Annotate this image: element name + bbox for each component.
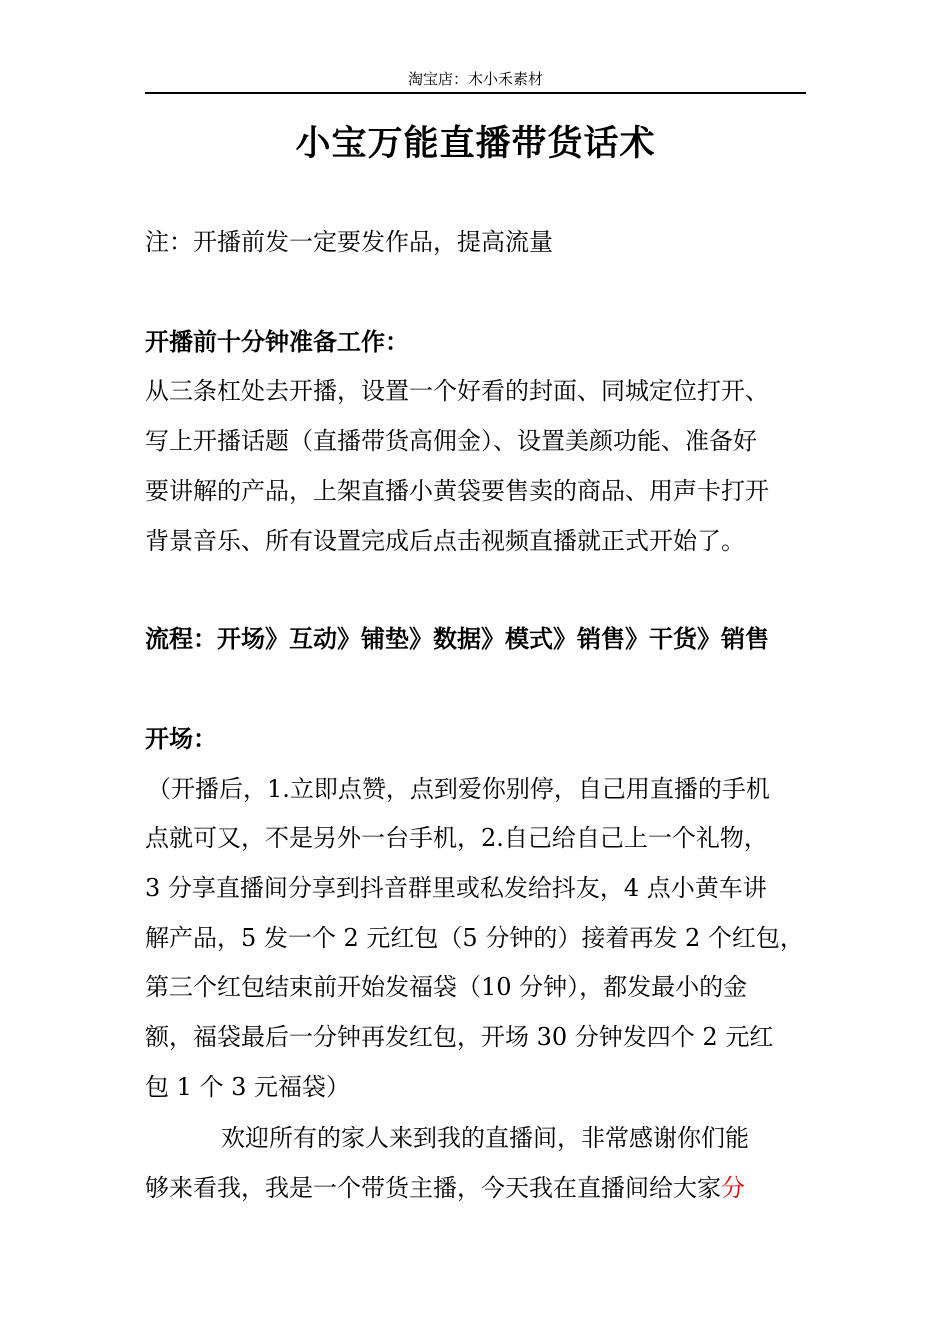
- opening-line: 额，福袋最后一分钟再发红包，开场 30 分钟发四个 2 元红: [145, 1023, 774, 1051]
- opening-line: 点就可又，不是另外一台手机，2.自己给自己上一个礼物，: [145, 824, 768, 852]
- header-divider: [145, 92, 806, 94]
- welcome-text: 够来看我，我是一个带货主播，今天我在直播间给大家: [145, 1174, 721, 1202]
- page-header-shop: 淘宝店：木小禾素材: [407, 70, 543, 88]
- document-title: 小宝万能直播带货话术: [295, 123, 656, 164]
- opening-line: 第三个红包结束前开始发福袋（10 分钟），都发最小的金: [145, 973, 748, 1001]
- prep-line: 背景音乐、所有设置完成后点击视频直播就正式开始了。: [145, 527, 745, 555]
- prep-line: 写上开播话题（直播带货高佣金）、设置美颜功能、准备好: [145, 427, 757, 455]
- opening-line: 包 1 个 3 元福袋）: [145, 1073, 351, 1101]
- opening-line: 解产品，5 发一个 2 元红包（5 分钟的）接着再发 2 个红包，: [145, 924, 804, 952]
- welcome-line: 欢迎所有的家人来到我的直播间，非常感谢你们能: [221, 1124, 749, 1152]
- prep-line: 要讲解的产品，上架直播小黄袋要售卖的商品、用声卡打开: [145, 477, 769, 505]
- opening-heading: 开场：: [145, 724, 217, 753]
- prep-line: 从三条杠处去开播，设置一个好看的封面、同城定位打开、: [145, 377, 769, 405]
- welcome-line: [145, 1163, 825, 1213]
- flow-heading: 流程：开场》互动》铺垫》数据》模式》销售》干货》销售: [145, 624, 769, 653]
- welcome-highlight-text: 分: [721, 1174, 745, 1202]
- prep-heading: 开播前十分钟准备工作：: [145, 327, 409, 356]
- note-line: 注：开播前发一定要发作品，提高流量: [145, 228, 553, 256]
- opening-line: （开播后，1.立即点赞，点到爱你别停，自己用直播的手机: [147, 775, 770, 803]
- opening-line: 3 分享直播间分享到抖音群里或私发给抖友，4 点小黄车讲: [145, 874, 767, 902]
